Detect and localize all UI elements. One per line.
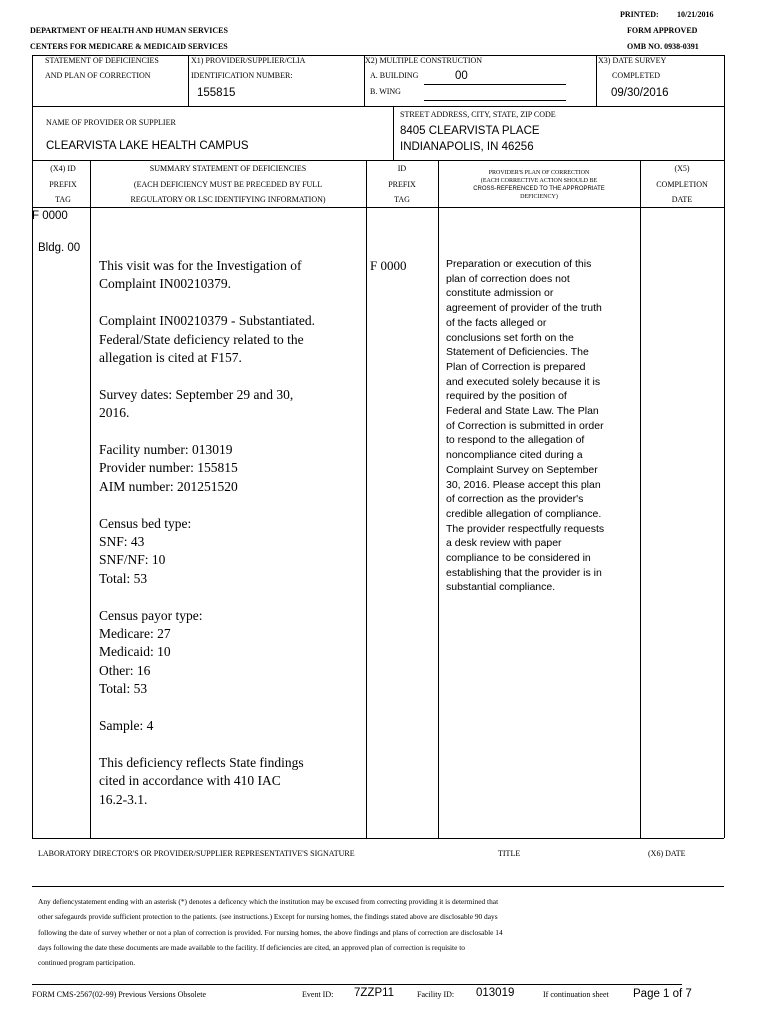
event-id-label: Event ID:	[302, 990, 334, 999]
x1-label-line1: X1) PROVIDER/SUPPLIER/CLIA	[191, 56, 306, 65]
id-header-line1: ID	[397, 164, 407, 173]
poc-line: plan of correction does not	[446, 272, 570, 285]
statement-label-line1: STATEMENT OF DEFICIENCIES	[45, 56, 159, 65]
department-heading: DEPARTMENT OF HEALTH AND HUMAN SERVICES	[30, 26, 228, 35]
x3-label-line1: X3) DATE SURVEY	[598, 56, 667, 65]
disclaimer-line: following the date of survey whether or not a plan of correction is provided. For nursing homes, the above findings and plans of correction are disclosable 14	[38, 927, 503, 937]
poc-line: of Correction is submitted in order	[446, 419, 604, 432]
poc-line: Complaint Survey on September	[446, 463, 598, 476]
x6-date-label: (X6) DATE	[648, 849, 686, 858]
summary-header-line3: REGULATORY OR LSC IDENTIFYING INFORMATION)	[130, 195, 326, 204]
wing-label: B. WING	[370, 87, 401, 96]
summary-line: Medicaid: 10	[99, 644, 171, 660]
facility-id-label: Facility ID:	[417, 990, 455, 999]
title-label: TITLE	[498, 849, 521, 858]
x4-header-line1: (X4) ID	[50, 164, 76, 173]
summary-line: Census bed type:	[99, 515, 192, 531]
x5-header-line1: (X5)	[674, 164, 690, 173]
poc-line: Statement of Deficiencies. The	[446, 346, 589, 359]
poc-line: establishing that the provider is in	[446, 566, 602, 579]
continuation-label: If continuation sheet	[543, 990, 609, 999]
summary-line: Census payor type:	[99, 607, 203, 623]
disclaimer-line: days following the date these documents are made available to the facility. If deficiencies are cited, an approved plan of correction is requisite to	[38, 942, 465, 952]
poc-line: Plan of Correction is prepared	[446, 360, 586, 373]
address-line2: INDIANAPOLIS, IN 46256	[400, 141, 534, 153]
provider-id-value: 155815	[197, 87, 236, 99]
summary-line: AIM number: 201251520	[99, 478, 238, 494]
survey-completed-date: 09/30/2016	[611, 87, 669, 99]
poc-line: Preparation or execution of this	[446, 258, 592, 270]
poc-line: substantial compliance.	[446, 581, 556, 594]
centers-heading: CENTERS FOR MEDICARE & MEDICAID SERVICES	[30, 42, 228, 51]
summary-line: Medicare: 27	[99, 626, 171, 641]
building-label: A. BUILDING	[370, 71, 419, 80]
id-header-line3: TAG	[394, 195, 410, 204]
poc-line: compliance to be considered in	[446, 552, 591, 565]
signature-label: LABORATORY DIRECTOR'S OR PROVIDER/SUPPLIER REPRESENTATIVE'S SIGNATURE	[38, 849, 355, 858]
summary-line: Total: 53	[99, 570, 148, 586]
poc-line: credible allegation of compliance.	[446, 507, 602, 520]
disclaimer-line: Any defiencystatement ending with an asterisk (*) denotes a deficency which the institution may be excused from correcting providing it is determined that	[38, 897, 499, 906]
form-approved-label: FORM APPROVED	[627, 26, 698, 35]
page-number: Page 1 of 7	[633, 988, 692, 1000]
left-prefix-tag: F 0000	[32, 210, 68, 222]
disclaimer-line: continued program participation.	[38, 958, 136, 968]
summary-line: SNF: 43	[99, 534, 145, 549]
poc-header-line3: CROSS-REFERENCED TO THE APPROPRIATE	[473, 186, 605, 192]
poc-line: Federal and State Law. The Plan	[446, 405, 599, 418]
poc-line: and executed solely because it is	[446, 375, 601, 388]
building-value: 00	[455, 70, 468, 82]
building-tag: Bldg. 00	[38, 242, 81, 254]
summary-line: Sample: 4	[99, 718, 154, 733]
facility-id-value: 013019	[476, 987, 515, 999]
poc-header-line2: (EACH CORRECTIVE ACTION SHOULD BE	[480, 178, 598, 184]
address-label: STREET ADDRESS, CITY, STATE, ZIP CODE	[400, 110, 556, 119]
summary-line: Other: 16	[99, 662, 151, 678]
x5-header-line2: COMPLETION	[656, 180, 708, 189]
provider-name-label: NAME OF PROVIDER OR SUPPLIER	[46, 118, 176, 127]
summary-line: allegation is cited at F157.	[99, 350, 242, 365]
summary-line: 2016.	[99, 405, 130, 421]
summary-line: SNF/NF: 10	[99, 552, 166, 568]
summary-line: Facility number: 013019	[99, 442, 233, 457]
x2-label: X2) MULTIPLE CONSTRUCTION	[365, 56, 483, 65]
poc-line: of the facts alleged or	[446, 316, 547, 329]
summary-header-line1: SUMMARY STATEMENT OF DEFICIENCIES	[149, 164, 307, 173]
poc-header-line1: PROVIDER'S PLAN OF CORRECTION	[488, 170, 590, 176]
poc-header-line4: DEFICIENCY)	[520, 194, 558, 200]
printed-date: 10/21/2016	[677, 10, 714, 19]
x5-header-line3: DATE	[671, 195, 693, 204]
summary-line: Complaint IN00210379.	[99, 276, 231, 292]
poc-line: conclusions set forth on the	[446, 331, 574, 344]
x3-label-line2: COMPLETED	[612, 71, 660, 80]
summary-line: Total: 53	[99, 681, 148, 697]
poc-line: noncompliance cited during a	[446, 449, 583, 462]
id-header-line2: PREFIX	[388, 180, 416, 189]
address-line1: 8405 CLEARVISTA PLACE	[400, 125, 540, 137]
event-id-value: 7ZZP11	[354, 987, 395, 999]
x1-label-line2: IDENTIFICATION NUMBER:	[191, 71, 293, 80]
x4-header-line2: PREFIX	[49, 180, 77, 189]
summary-line: Federal/State deficiency related to the	[99, 331, 304, 347]
summary-line: This visit was for the Investigation of	[99, 258, 302, 273]
statement-label-line2: AND PLAN OF CORRECTION	[45, 71, 151, 80]
poc-line: 30, 2016. Please accept this plan	[446, 478, 601, 491]
provider-name: CLEARVISTA LAKE HEALTH CAMPUS	[46, 140, 249, 152]
poc-line: to respond to the allegation of	[446, 434, 585, 447]
poc-line: agreement of provider of the truth	[446, 302, 602, 315]
summary-line: Survey dates: September 29 and 30,	[99, 386, 294, 402]
disclaimer-line: other safegaurds provide sufficient protection to the patients. (see instructions.) Except for nursing homes, the findings stated above are disclosable 90 days	[38, 912, 498, 922]
poc-line: The provider respectfully requests	[446, 522, 605, 535]
poc-line: a desk review with paper	[446, 537, 562, 550]
poc-line: constitute admission or	[446, 287, 554, 300]
poc-line: of correction as the provider's	[446, 493, 584, 506]
plan-of-correction	[446, 257, 604, 595]
summary-header-line2: (EACH DEFICIENCY MUST BE PRECEDED BY FULL	[133, 180, 323, 189]
printed-label: PRINTED:	[620, 10, 659, 19]
right-prefix-tag: F 0000	[370, 258, 407, 273]
summary-line: Provider number: 155815	[99, 460, 238, 476]
disclaimer	[38, 894, 503, 970]
summary-line: Complaint IN00210379 - Substantiated.	[99, 313, 315, 329]
summary-line: This deficiency reflects State findings	[99, 754, 304, 770]
summary-line: 16.2-3.1.	[99, 791, 148, 807]
x4-header-line3: TAG	[55, 195, 71, 204]
form-number: FORM CMS-2567(02-99) Previous Versions Obsolete	[32, 990, 207, 999]
omb-number: OMB NO. 0938-0391	[627, 42, 699, 51]
summary-line: cited in accordance with 410 IAC	[99, 773, 281, 789]
poc-line: required by the position of	[446, 390, 567, 403]
